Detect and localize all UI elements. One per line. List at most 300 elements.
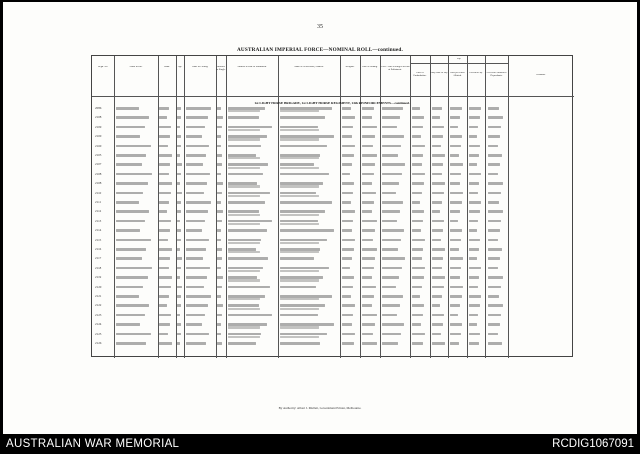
illegible-cell-text [280, 192, 316, 195]
illegible-cell-text [177, 116, 181, 119]
illegible-cell-text [432, 201, 442, 204]
regtl-number: 2111 [95, 200, 102, 204]
illegible-cell-text [217, 145, 221, 148]
illegible-cell-text [412, 323, 421, 326]
illegible-cell-text [488, 333, 498, 336]
illegible-cell-text [116, 323, 140, 326]
illegible-cell-text [217, 135, 221, 138]
illegible-cell-text [116, 210, 149, 213]
regtl-number: 2115 [95, 237, 102, 242]
regtl-number: 2117 [95, 256, 102, 261]
illegible-cell-text [382, 192, 396, 195]
illegible-cell-text [362, 342, 377, 345]
illegible-cell-text [177, 145, 181, 148]
col-married: Married or Single. [216, 66, 226, 71]
illegible-cell-text [177, 163, 182, 166]
illegible-cell-text [342, 192, 353, 195]
illegible-cell-text [217, 163, 222, 166]
illegible-cell-text [432, 210, 440, 213]
document-page [3, 2, 637, 434]
illegible-cell-text [228, 145, 261, 148]
pay-sub-allotted: Rate per Diem Allotted. [450, 72, 465, 77]
illegible-cell-text [177, 314, 180, 317]
illegible-cell-text [116, 126, 145, 129]
illegible-cell-text [280, 163, 314, 166]
illegible-cell-text [159, 295, 169, 298]
illegible-cell-text [412, 333, 425, 336]
illegible-cell-text [450, 267, 461, 270]
table-row [92, 238, 572, 245]
illegible-cell-text [342, 304, 355, 307]
table-row [92, 106, 572, 113]
illegible-cell-text [116, 220, 145, 223]
illegible-cell-text [382, 173, 402, 176]
illegible-cell-text [488, 295, 499, 298]
regtl-number: 2110 [95, 190, 102, 195]
illegible-cell-text [469, 239, 480, 242]
illegible-cell-text [159, 267, 169, 270]
pay-sub-daily-rate: Daily Rate of Pay. [430, 72, 448, 74]
table-row [92, 144, 572, 151]
archive-banner [0, 434, 640, 454]
illegible-cell-text [342, 333, 355, 336]
illegible-cell-text [217, 257, 222, 260]
illegible-cell-text [186, 107, 211, 110]
illegible-cell-text-line2 [280, 270, 319, 272]
illegible-cell-text [177, 342, 180, 345]
regtl-number: 2125 [95, 331, 102, 336]
illegible-cell-text [228, 239, 261, 242]
illegible-cell-text [362, 154, 377, 157]
illegible-cell-text [412, 192, 422, 195]
illegible-cell-text [362, 314, 377, 317]
illegible-cell-text [342, 257, 352, 260]
printer-footer: By Authority: Albert J. Mullett, Government Printer, Melbourne. [278, 406, 362, 410]
illegible-cell-text [382, 220, 397, 223]
illegible-cell-text [432, 314, 444, 317]
illegible-cell-text-line2 [280, 336, 319, 338]
pay-sub-dependants: Per Diem Allotted to Dependants. [486, 72, 507, 77]
illegible-cell-text-line2 [280, 251, 319, 253]
illegible-cell-text [362, 210, 372, 213]
illegible-cell-text [382, 342, 398, 345]
illegible-cell-text [488, 210, 503, 213]
illegible-cell-text [280, 286, 316, 289]
illegible-cell-text [412, 173, 425, 176]
illegible-cell-text [412, 229, 421, 232]
illegible-cell-text [469, 248, 479, 251]
col-regtl-no: Regtl. No. [98, 66, 108, 68]
illegible-cell-text [217, 107, 221, 110]
illegible-cell-text [412, 276, 424, 279]
illegible-cell-text [116, 248, 146, 251]
illegible-cell-text [412, 267, 425, 270]
illegible-cell-text [177, 304, 181, 307]
illegible-cell-text [116, 276, 148, 279]
illegible-cell-text [432, 286, 444, 289]
illegible-cell-text [280, 342, 320, 345]
illegible-cell-text [116, 116, 149, 119]
nominal-roll-table [91, 55, 573, 357]
illegible-cell-text [450, 239, 461, 242]
illegible-cell-text [342, 239, 355, 242]
illegible-cell-text [116, 229, 140, 232]
illegible-cell-text-line2 [280, 129, 319, 131]
illegible-cell-text [469, 295, 481, 298]
illegible-cell-text [280, 314, 318, 317]
illegible-cell-text [382, 276, 399, 279]
illegible-cell-text [217, 239, 221, 242]
illegible-cell-text [217, 342, 222, 345]
table-row [92, 219, 572, 226]
illegible-cell-text [159, 304, 167, 307]
illegible-cell-text [159, 220, 171, 223]
illegible-cell-text [450, 323, 462, 326]
illegible-cell-text [469, 333, 480, 336]
illegible-cell-text [280, 333, 327, 336]
illegible-cell-text-line2 [280, 195, 319, 197]
illegible-cell-text [412, 163, 422, 166]
illegible-cell-text [412, 116, 424, 119]
illegible-cell-text [362, 116, 372, 119]
illegible-cell-text [228, 257, 268, 260]
illegible-cell-text [362, 163, 375, 166]
table-row [92, 294, 572, 301]
illegible-cell-text [488, 116, 503, 119]
illegible-cell-text [412, 342, 423, 345]
illegible-cell-text [362, 173, 374, 176]
illegible-cell-text [217, 314, 222, 317]
illegible-cell-text [116, 267, 152, 270]
illegible-cell-text [159, 229, 170, 232]
table-row [92, 162, 572, 169]
illegible-cell-text [177, 239, 181, 242]
illegible-cell-text [177, 135, 181, 138]
regtl-number: 2121 [95, 294, 102, 298]
illegible-cell-text-line2 [280, 298, 319, 300]
regtl-number: 2105 [95, 153, 102, 157]
illegible-cell-text [432, 267, 442, 270]
illegible-cell-text [382, 201, 403, 204]
illegible-cell-text [116, 107, 139, 110]
regtl-number: 2119 [95, 275, 102, 280]
col-remarks: Remarks. [536, 74, 546, 76]
illegible-cell-text [469, 229, 477, 232]
illegible-cell-text [382, 210, 400, 213]
illegible-cell-text [342, 173, 350, 176]
illegible-cell-text [186, 276, 207, 279]
illegible-cell-text [116, 304, 149, 307]
illegible-cell-text [186, 173, 210, 176]
illegible-cell-text [450, 220, 458, 223]
illegible-cell-text [177, 286, 182, 289]
illegible-cell-text [186, 295, 211, 298]
illegible-cell-text [432, 116, 440, 119]
illegible-cell-text [362, 182, 372, 185]
illegible-cell-text [177, 323, 181, 326]
illegible-cell-text [469, 145, 480, 148]
illegible-cell-text [186, 257, 203, 260]
illegible-cell-text [159, 342, 172, 345]
illegible-cell-text [159, 323, 170, 326]
illegible-cell-text [177, 220, 180, 223]
illegible-cell-text [488, 163, 500, 166]
illegible-cell-text [177, 201, 181, 204]
col-name: Name in full. [129, 66, 143, 68]
illegible-cell-text [362, 107, 374, 110]
illegible-cell-text [469, 192, 478, 195]
illegible-cell-text [469, 116, 480, 119]
illegible-cell-text [159, 107, 169, 110]
illegible-cell-text [342, 107, 351, 110]
table-row [92, 125, 572, 132]
illegible-cell-text [186, 248, 206, 251]
regtl-number: 2114 [95, 228, 102, 233]
illegible-cell-text [177, 107, 181, 110]
illegible-cell-text [362, 239, 373, 242]
illegible-cell-text [412, 182, 424, 185]
pay-sub-deferred: Deferred Pay. [469, 72, 483, 74]
regtl-number: 2107 [95, 162, 102, 167]
illegible-cell-text [469, 163, 477, 166]
illegible-cell-text [177, 182, 180, 185]
illegible-cell-text-line2 [280, 242, 319, 244]
illegible-cell-text [280, 173, 329, 176]
illegible-cell-text [228, 173, 263, 176]
illegible-cell-text [432, 135, 443, 138]
illegible-cell-text [382, 257, 405, 260]
illegible-cell-text [362, 295, 374, 298]
regtl-number: 2120 [95, 284, 102, 289]
illegible-cell-text [217, 267, 221, 270]
illegible-cell-text [342, 295, 351, 298]
table-row [92, 266, 572, 273]
illegible-cell-text [280, 145, 327, 148]
illegible-cell-text [280, 304, 325, 307]
illegible-cell-text [432, 220, 444, 223]
regtl-number: 2100 [95, 134, 102, 139]
illegible-cell-text [177, 295, 181, 298]
archive-name: AUSTRALIAN WAR MEMORIAL [6, 438, 180, 450]
illegible-cell-text [342, 145, 355, 148]
table-row [92, 209, 572, 216]
illegible-cell-text [382, 126, 397, 129]
illegible-cell-text [342, 323, 352, 326]
illegible-cell-text [159, 135, 170, 138]
illegible-cell-text [228, 229, 267, 232]
illegible-cell-text [432, 304, 440, 307]
record-id: RCDIG1067091 [552, 438, 634, 450]
table-row [92, 191, 572, 198]
illegible-cell-text [382, 135, 404, 138]
illegible-cell-text [228, 314, 272, 317]
illegible-cell-text [217, 295, 221, 298]
illegible-cell-text [217, 333, 221, 336]
illegible-cell-text [186, 229, 202, 232]
illegible-cell-text [217, 229, 221, 232]
illegible-cell-text [280, 229, 334, 232]
illegible-cell-text-line2 [228, 110, 260, 112]
illegible-cell-text [469, 220, 478, 223]
page-number: 35 [317, 24, 323, 30]
regtl-number: 2113 [95, 218, 102, 223]
regtl-number: 2160 [95, 143, 102, 148]
illegible-cell-text-line2 [280, 110, 319, 112]
illegible-cell-text [342, 154, 354, 157]
illegible-cell-text [412, 239, 425, 242]
illegible-cell-text [488, 276, 503, 279]
illegible-cell-text [342, 201, 351, 204]
illegible-cell-text-line2 [228, 298, 260, 300]
illegible-cell-text [342, 182, 354, 185]
illegible-cell-text-line2 [228, 195, 260, 197]
illegible-cell-text [217, 192, 222, 195]
illegible-cell-text [228, 342, 256, 345]
illegible-cell-text [362, 286, 376, 289]
illegible-cell-text [432, 333, 441, 336]
illegible-cell-text [432, 257, 443, 260]
illegible-cell-text [228, 116, 259, 119]
regtl-number: 2108 [95, 115, 102, 120]
illegible-cell-text [412, 220, 423, 223]
illegible-cell-text [488, 323, 500, 326]
illegible-cell-text [159, 192, 171, 195]
regtl-number: 2086 [95, 106, 102, 110]
illegible-cell-text [159, 239, 168, 242]
illegible-cell-text [159, 333, 168, 336]
illegible-cell-text [159, 116, 167, 119]
illegible-cell-text [159, 201, 169, 204]
illegible-cell-text [217, 201, 221, 204]
illegible-cell-text [412, 201, 420, 204]
illegible-cell-text [412, 295, 420, 298]
col-religion: Religion. [345, 66, 355, 68]
illegible-cell-text [488, 173, 498, 176]
col-address: Address at Date of Enlistment. [237, 66, 267, 68]
illegible-cell-text [116, 135, 140, 138]
illegible-cell-text [432, 126, 444, 129]
table-row [92, 332, 572, 339]
regtl-number: 2118 [95, 265, 102, 270]
illegible-cell-text [382, 267, 402, 270]
illegible-cell-text [186, 323, 202, 326]
illegible-cell-text [432, 145, 441, 148]
table-row [92, 313, 572, 320]
table-row [92, 322, 572, 329]
illegible-cell-text [362, 276, 372, 279]
illegible-cell-text [217, 286, 222, 289]
illegible-cell-text-line2 [280, 167, 319, 169]
illegible-cell-text [450, 333, 461, 336]
illegible-cell-text [488, 239, 498, 242]
illegible-cell-text [280, 210, 325, 213]
illegible-cell-text [177, 173, 181, 176]
illegible-cell-text [362, 192, 376, 195]
illegible-cell-text [186, 201, 211, 204]
illegible-cell-text [159, 286, 171, 289]
illegible-cell-text [382, 154, 398, 157]
illegible-cell-text [177, 257, 182, 260]
illegible-cell-text [362, 267, 374, 270]
illegible-cell-text [342, 267, 350, 270]
illegible-cell-text [217, 323, 221, 326]
illegible-cell-text [382, 295, 403, 298]
illegible-cell-text [186, 116, 208, 119]
illegible-cell-text [432, 229, 443, 232]
illegible-cell-text [186, 220, 205, 223]
illegible-cell-text [217, 220, 222, 223]
illegible-cell-text [450, 257, 463, 260]
illegible-cell-text [362, 304, 372, 307]
illegible-cell-text [280, 201, 332, 204]
illegible-cell-text [177, 333, 181, 336]
illegible-cell-text [432, 248, 445, 251]
illegible-cell-text [488, 229, 500, 232]
illegible-cell-text [382, 239, 401, 242]
illegible-cell-text [217, 116, 223, 119]
regtl-number: 2124 [95, 322, 102, 327]
illegible-cell-text-line2 [280, 223, 319, 225]
illegible-cell-text [116, 201, 139, 204]
illegible-cell-text [342, 126, 353, 129]
illegible-cell-text [412, 304, 424, 307]
illegible-cell-text [159, 210, 167, 213]
table-row [92, 200, 572, 207]
col-next-of-kin: Name of Next-of-kin, Address. [294, 66, 324, 68]
illegible-cell-text [469, 276, 479, 279]
illegible-cell-text [488, 154, 502, 157]
illegible-cell-text [342, 229, 352, 232]
illegible-cell-text [228, 304, 259, 307]
illegible-cell-text [186, 286, 204, 289]
illegible-cell-text [228, 163, 268, 166]
illegible-cell-text [412, 135, 421, 138]
illegible-cell-text-line2 [280, 279, 319, 281]
pay-group-rule [410, 63, 508, 64]
illegible-cell-text [469, 154, 479, 157]
illegible-cell-text [450, 126, 458, 129]
illegible-cell-text [280, 239, 327, 242]
illegible-cell-text-line2 [228, 270, 260, 272]
illegible-cell-text [362, 333, 373, 336]
illegible-cell-text [116, 192, 143, 195]
illegible-cell-text [159, 154, 172, 157]
illegible-cell-text [177, 248, 180, 251]
illegible-cell-text [469, 201, 481, 204]
illegible-cell-text [432, 323, 443, 326]
illegible-cell-text [469, 314, 478, 317]
illegible-cell-text [186, 182, 207, 185]
section-heading: 1st LIGHT HORSE BRIGADE, 1st LIGHT HORSE REGIMENT, 14th REINFORCEMENTS—continued. [254, 101, 410, 105]
illegible-cell-text-line2 [280, 185, 319, 187]
regtl-number: 2123 [95, 312, 102, 317]
illegible-cell-text [116, 239, 151, 242]
illegible-cell-text [412, 107, 420, 110]
illegible-cell-text-line2 [228, 223, 260, 225]
col-pay: Pay. [456, 58, 462, 60]
illegible-cell-text [177, 210, 181, 213]
illegible-cell-text [186, 145, 209, 148]
illegible-cell-text [228, 192, 270, 195]
illegible-cell-text [488, 182, 503, 185]
illegible-cell-text [280, 116, 325, 119]
illegible-cell-text-line2 [280, 308, 319, 310]
illegible-cell-text [217, 248, 222, 251]
illegible-cell-text [159, 173, 169, 176]
table-row [92, 285, 572, 292]
illegible-cell-text [159, 276, 172, 279]
illegible-cell-text [362, 126, 377, 129]
